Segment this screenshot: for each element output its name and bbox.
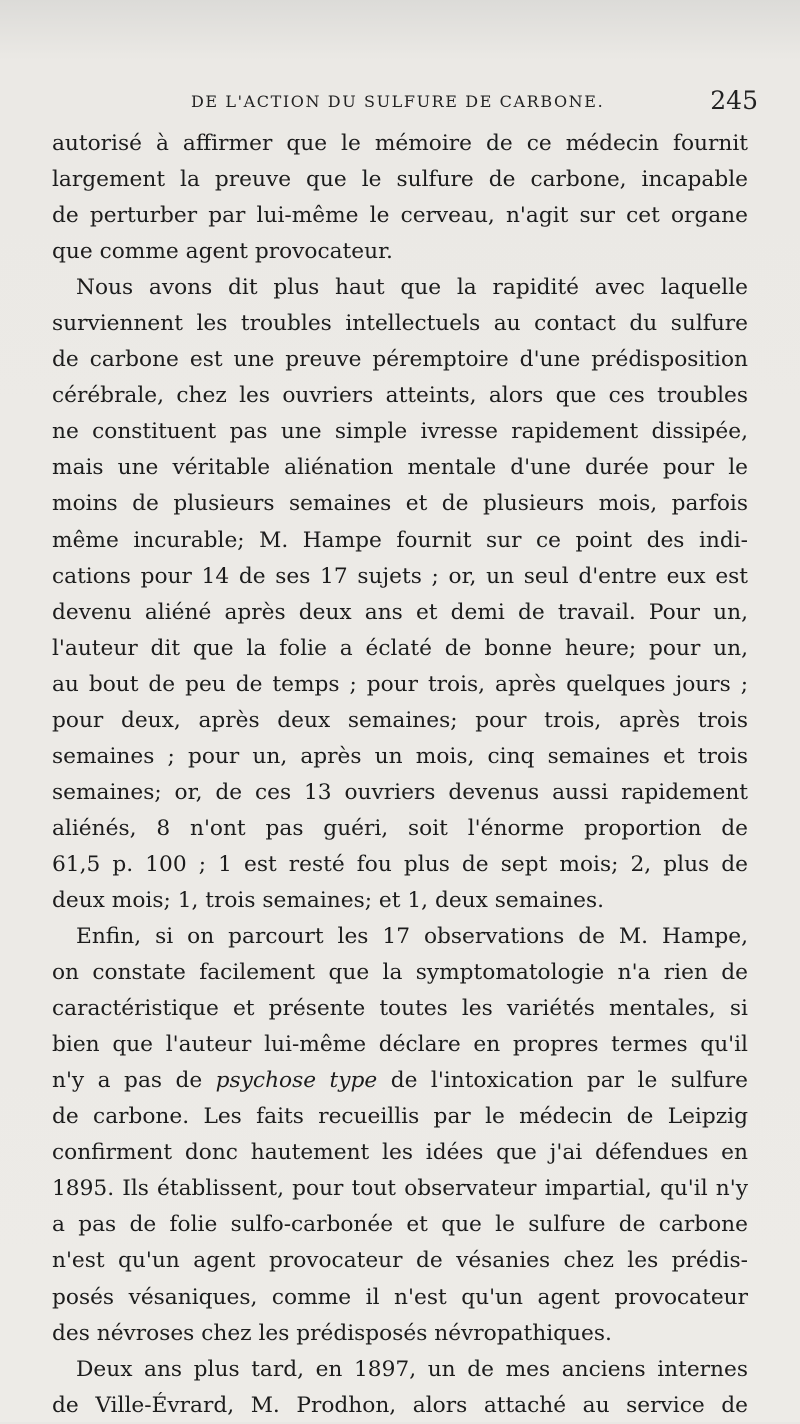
text-line: des névroses chez les prédisposés névropathiques. [52, 1320, 612, 1346]
text-line: a pas de folie sulfo-carbonée et que le sulfure de carbone [52, 1212, 748, 1238]
text-line: autorisé à affirmer que le mémoire de ce médecin fournit [52, 131, 748, 156]
text-line: mais une véritable aliénation mentale d'une durée pour le [52, 455, 748, 481]
running-title: DE L'ACTION DU SULFURE DE CARBONE. [191, 92, 605, 111]
body-text [52, 126, 748, 1424]
page-header [52, 86, 764, 116]
text-line: Enfin, si on parcourt les 17 observations de M. Hampe, [76, 924, 748, 950]
text-line: de Ville-Évrard, M. Prodhon, alors attaché au service de [52, 1392, 748, 1418]
text-line: Deux ans plus tard, en 1897, un de mes anciens internes [76, 1356, 748, 1382]
text-line: l'auteur dit que la folie a éclaté de bonne heure; pour un, [52, 635, 748, 661]
paragraph-1 [52, 126, 748, 270]
text-line: de carbone. Les faits recueillis par le médecin de Leipzig [52, 1104, 748, 1130]
text-line: devenu aliéné après deux ans et demi de travail. Pour un, [52, 599, 748, 625]
text-line: au bout de peu de temps ; pour trois, après quelques jours ; [52, 671, 748, 697]
text-line: aliénés, 8 n'ont pas guéri, soit l'énorme proportion de [52, 815, 748, 841]
text-line-with-italic [52, 1063, 748, 1099]
text-line: bien que l'auteur lui-même déclare en propres termes qu'il [52, 1032, 748, 1058]
text-line: même incurable; M. Hampe fournit sur ce point des indi- [52, 527, 748, 553]
text-line: ne constituent pas une simple ivresse rapidement dissipée, [52, 419, 748, 445]
italic-term: psychose type [215, 1068, 378, 1094]
text-line: posés vésaniques, comme il n'est qu'un agent provocateur [52, 1284, 748, 1310]
text-line: on constate facilement que la symptomatologie n'a rien de [52, 960, 748, 986]
text-line: moins de plusieurs semaines et de plusieurs mois, parfois [52, 491, 748, 517]
paragraph-2 [52, 270, 748, 919]
text-segment: n'y a pas de [52, 1068, 216, 1094]
text-line: largement la preuve que le sulfure de carbone, incapable [52, 167, 748, 193]
page-number: 245 [710, 86, 758, 115]
text-line: pour deux, après deux semaines; pour trois, après trois [52, 707, 748, 733]
text-line: Nous avons dit plus haut que la rapidité avec laquelle [76, 275, 748, 301]
text-line: caractéristique et présente toutes les variétés mentales, si [52, 996, 748, 1022]
text-line: de perturber par lui-même le cerveau, n'agit sur cet organe [52, 203, 748, 229]
text-line: semaines; or, de ces 13 ouvriers devenus aussi rapidement [52, 779, 748, 805]
paragraph-3 [52, 919, 748, 1352]
text-line: cérébrale, chez les ouvriers atteints, alors que ces troubles [52, 383, 748, 409]
paragraph-4 [52, 1352, 748, 1424]
text-line: 1895. Ils établissent, pour tout observateur impartial, qu'il n'y [52, 1176, 748, 1202]
text-line: semaines ; pour un, après un mois, cinq semaines et trois [52, 743, 748, 769]
text-line: confirment donc hautement les idées que j'ai défendues en [52, 1140, 748, 1166]
text-segment: de l'intoxication par le sulfure [377, 1068, 748, 1094]
text-line: surviennent les troubles intellectuels au contact du sulfure [52, 311, 748, 337]
text-line: n'est qu'un agent provocateur de vésanies chez les prédis- [52, 1248, 748, 1274]
text-line: de carbone est une preuve péremptoire d'une prédisposition [52, 347, 748, 373]
text-line: que comme agent provocateur. [52, 239, 393, 265]
text-line: 61,5 p. 100 ; 1 est resté fou plus de sept mois; 2, plus de [52, 851, 748, 877]
text-line: deux mois; 1, trois semaines; et 1, deux semaines. [52, 887, 604, 913]
text-line: cations pour 14 de ses 17 sujets ; or, un seul d'entre eux est [52, 563, 748, 589]
